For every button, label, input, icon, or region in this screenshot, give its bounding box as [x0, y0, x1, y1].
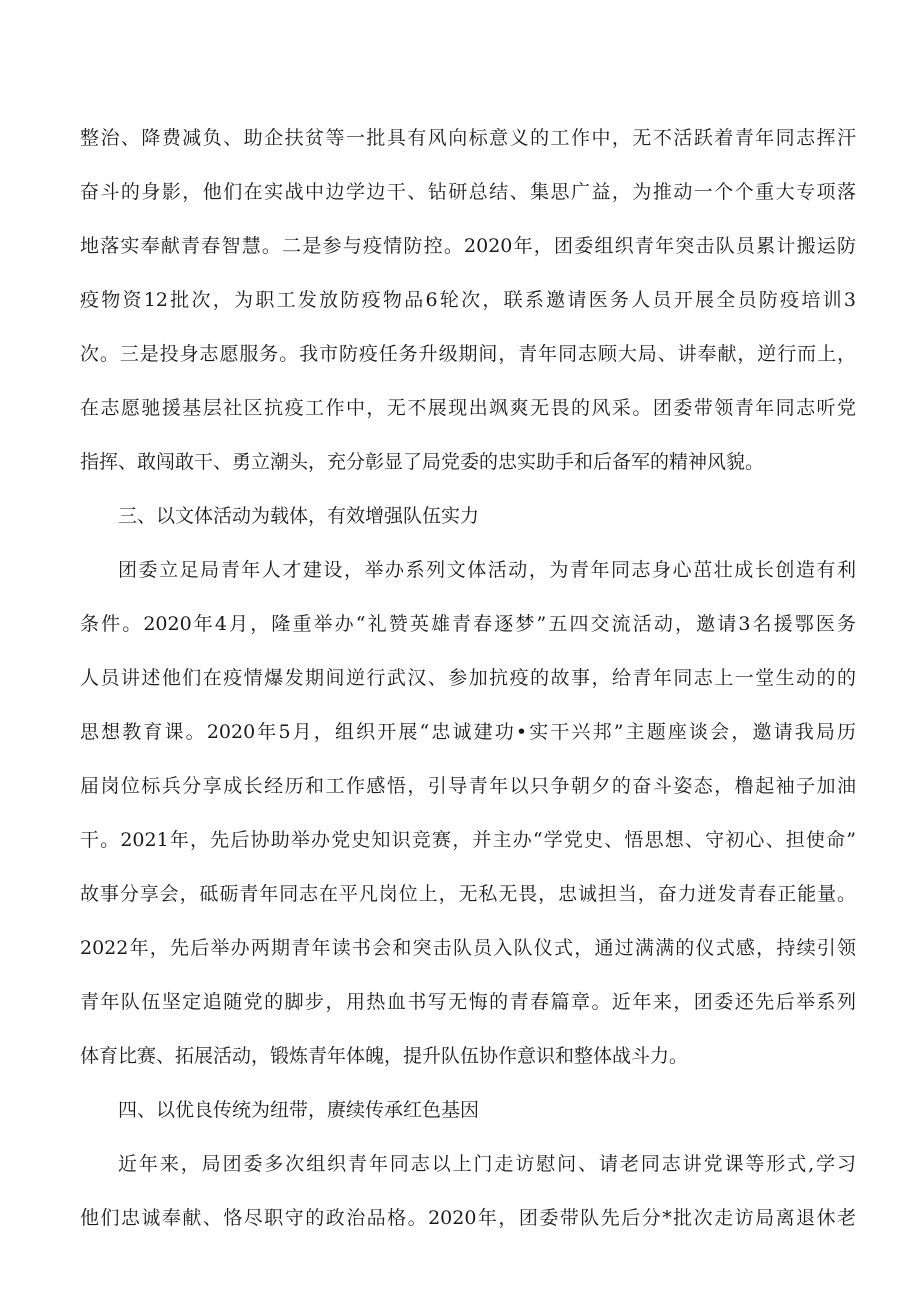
body-text-line: 次。三是投身志愿服务。我市防疫任务升级期间，青年同志顾大局、讲奉献，逆行而上， — [80, 343, 856, 365]
section-heading: 三、以文体活动为载体，有效增强队伍实力 — [118, 505, 480, 527]
body-text-line: 体育比赛、拓展活动，锻炼青年体魄，提升队伍协作意识和整体战斗力。 — [80, 1045, 689, 1067]
body-text-line: 青年队伍坚定追随党的脚步，用热血书写无悔的青春篇章。近年来，团委还先后举系列 — [80, 991, 856, 1013]
body-text-line: 干。2021年，先后协助举办党史知识竞赛，并主办“学党史、悟思想、守初心、担使命” — [80, 829, 856, 851]
body-text-line: 奋斗的身影，他们在实战中边学边干、钻研总结、集思广益，为推动一个个重大专项落 — [80, 181, 856, 203]
paragraph-first-line: 团委立足局青年人才建设，举办系列文体活动，为青年同志身心茁壮成长创造有利 — [118, 559, 856, 581]
body-text-line: 2022年，先后举办两期青年读书会和突击队员入队仪式，通过满满的仪式感，持续引领 — [80, 937, 856, 959]
body-text-line: 人员讲述他们在疫情爆发期间逆行武汉、参加抗疫的故事，给青年同志上一堂生动的的 — [80, 667, 856, 689]
body-text-line: 他们忠诚奉献、恪尽职守的政治品格。2020年，团委带队先后分*批次走访局离退休老 — [80, 1207, 856, 1229]
body-text-line: 指挥、敢闯敢干、勇立潮头，充分彰显了局党委的忠实助手和后备军的精神风貌。 — [80, 451, 765, 473]
body-text-line: 条件。2020年4月，隆重举办“礼赞英雄青春逐梦”五四交流活动，邀请3名援鄂医务 — [80, 613, 856, 635]
paragraph-first-line: 近年来，局团委多次组织青年同志以上门走访慰问、请老同志讲党课等形式,学习 — [118, 1153, 856, 1175]
body-text-line: 故事分享会，砥砺青年同志在平凡岗位上，无私无畏，忠诚担当，奋力迸发青春正能量。 — [80, 883, 856, 905]
body-text-line: 地落实奉献青春智慧。二是参与疫情防控。2020年，团委组织青年突击队员累计搬运防 — [80, 235, 856, 257]
body-text-line: 整治、降费减负、助企扶贫等一批具有风向标意义的工作中，无不活跃着青年同志挥汗 — [80, 127, 856, 149]
body-text-line: 届岗位标兵分享成长经历和工作感悟，引导青年以只争朝夕的奋斗姿态，橹起袖子加油 — [80, 775, 856, 797]
body-text-line: 疫物资12批次，为职工发放防疫物品6轮次，联系邀请医务人员开展全员防疫培训3 — [80, 289, 856, 311]
body-text-line: 思想教育课。2020年5月，组织开展“忠诚建功•实干兴邦”主题座谈会，邀请我局历 — [80, 721, 856, 743]
section-heading: 四、以优良传统为纽带，赓续传承红色基因 — [118, 1099, 480, 1121]
body-text-line: 在志愿驰援基层社区抗疫工作中，无不展现出飒爽无畏的风采。团委带领青年同志听党 — [80, 397, 856, 419]
